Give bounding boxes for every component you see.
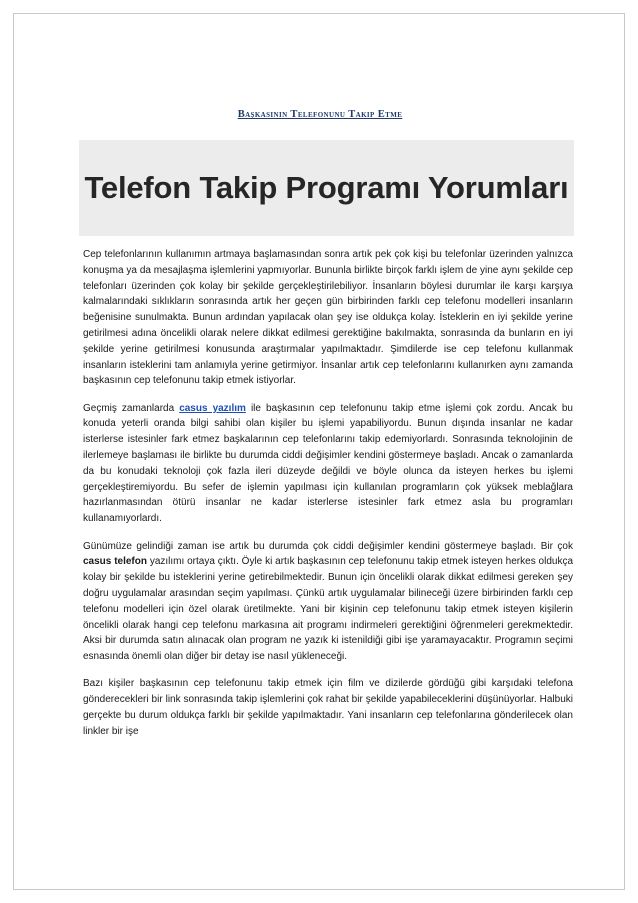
- banner-text: Telefon Takip Programı Yorumları: [84, 170, 569, 205]
- article-body: [83, 247, 573, 751]
- paragraph-2: [83, 401, 573, 527]
- page-title: Başkasının Telefonunu Takip Etme: [237, 109, 403, 120]
- paragraph-2-text-end: ile başkasının cep telefonunu takip etme işlemi çok zordu. Ancak bu konuda yeterli oranda bilgi sahibi olan kişiler bu işlemi yapabiliyordu. Bunun dışında insanlar ne kadar isterlerse istesinler fark etmez başkalarının cep telefonlarını takip edemiyorlardı. Sonrasında teknolojinin de ilerlemeye başlaması ile birlikte bu durumda ciddi değişimler kendini göstermeye başladı. Ancak o zamanlarda da bu konudaki teknoloji çok fazla ileri düzeyde değildi ve böyle olunca da isteyen herkes bu işlemi gerçekleştiremiyordu. Bu sefer de işlemin yapılması için kullanılan programların çok yüksek meblağlara hazırlanmasından ötürü insanlar ne kadar isterlerse istesinler fark etmez asla bu programları kullanamıyorlardı.: [83, 402, 573, 525]
- banner-image: [79, 140, 574, 236]
- paragraph-3: [83, 539, 573, 665]
- paragraph-2-text-start: Geçmiş zamanlarda: [83, 402, 180, 414]
- casus-yazilim-link[interactable]: casus yazılım: [179, 402, 246, 414]
- paragraph-3-text-start: Günümüze gelindiği zaman ise artık bu durumda çok ciddi değişimler kendini göstermeye başladı. Bir çok: [83, 540, 573, 552]
- paragraph-3-text-end: yazılımı ortaya çıktı. Öyle ki artık başkasının cep telefonunu takip etmek isteyen herkes oldukça kolay bir şekilde bu isteklerini yerine getirebilmektedir. Bunun için öncelikli olarak dikkat edilmesi gereken şey doğru uygulamalar arasından seçim yapılması. Çünkü artık uygulamalar bilineceği üzere birbirinden farklı cep telefonu modelleri için özel olarak üretilmekte. Yani bir kişinin cep telefonunu takip etmek isteyen kişilerin öncelikli olarak hangi cep telefonu markasına ait programı indirmeleri gerektiğini öğrenmeleri gerekmektedir. Aksi bir durumda satın alınacak olan program ne yazık ki istenildiği gibi işe yaramayacaktır. Programın seçimi esnasında önemli olan diğer bir detay ise nasıl yükleneceği.: [83, 556, 574, 663]
- casus-telefon-keyword: casus telefon: [83, 556, 147, 568]
- paragraph-1: Cep telefonlarının kullanımın artmaya başlamasından sonra artık pek çok kişi bu telefonlar üzerinden yalnızca konuşma ya da mesajlaşma işlemlerini yapmıyorlar. Bununla birlikte birçok farklı işlem de yine aynı şekilde cep telefonları üzerinden çok kolay bir şekilde gerçekleştirilebiliyor. İnsanların böylesi durumlar ile karşı karşıya kalmalarındaki sıklıkların sonrasında artık her geçen gün birbirinden farklı cep telefonu modelleri insanların beğenisine sunulmakta. Bunun ardından yapılacak olan şey ise oldukça kolay. İsteklerin en iyi şekilde yerine getirilmesi adına öncelikli olarak nelere dikkat edilmesi gerektiğine bakılmakta, sonrasında da bunların en iyi şekilde yerine getirilmesi konusunda araştırmalar yapılmaktadır. Şimdilerde ise cep telefonu kullanmak insanların isteklerini tam anlamıyla yerine getirmiyor. İnsanlar artık cep telefonlarını kullanırken aynı zamanda başkasının cep telefonunu takip etmek istiyorlar.: [83, 249, 573, 387]
- document-page: [13, 13, 625, 890]
- paragraph-4: Bazı kişiler başkasının cep telefonunu takip etmek için film ve dizilerde gördüğü gibi karşıdaki telefona gönderecekleri bir link sonrasında takip işlemlerini çok rahat bir şekilde yapabileceklerini düşünüyorlar. Halbuki gerçekte bu durum oldukça farklı bir şekilde yapılmaktadır. Yani insanların cep telefonlarına gönderilecek olan linkler bir işe: [83, 678, 573, 737]
